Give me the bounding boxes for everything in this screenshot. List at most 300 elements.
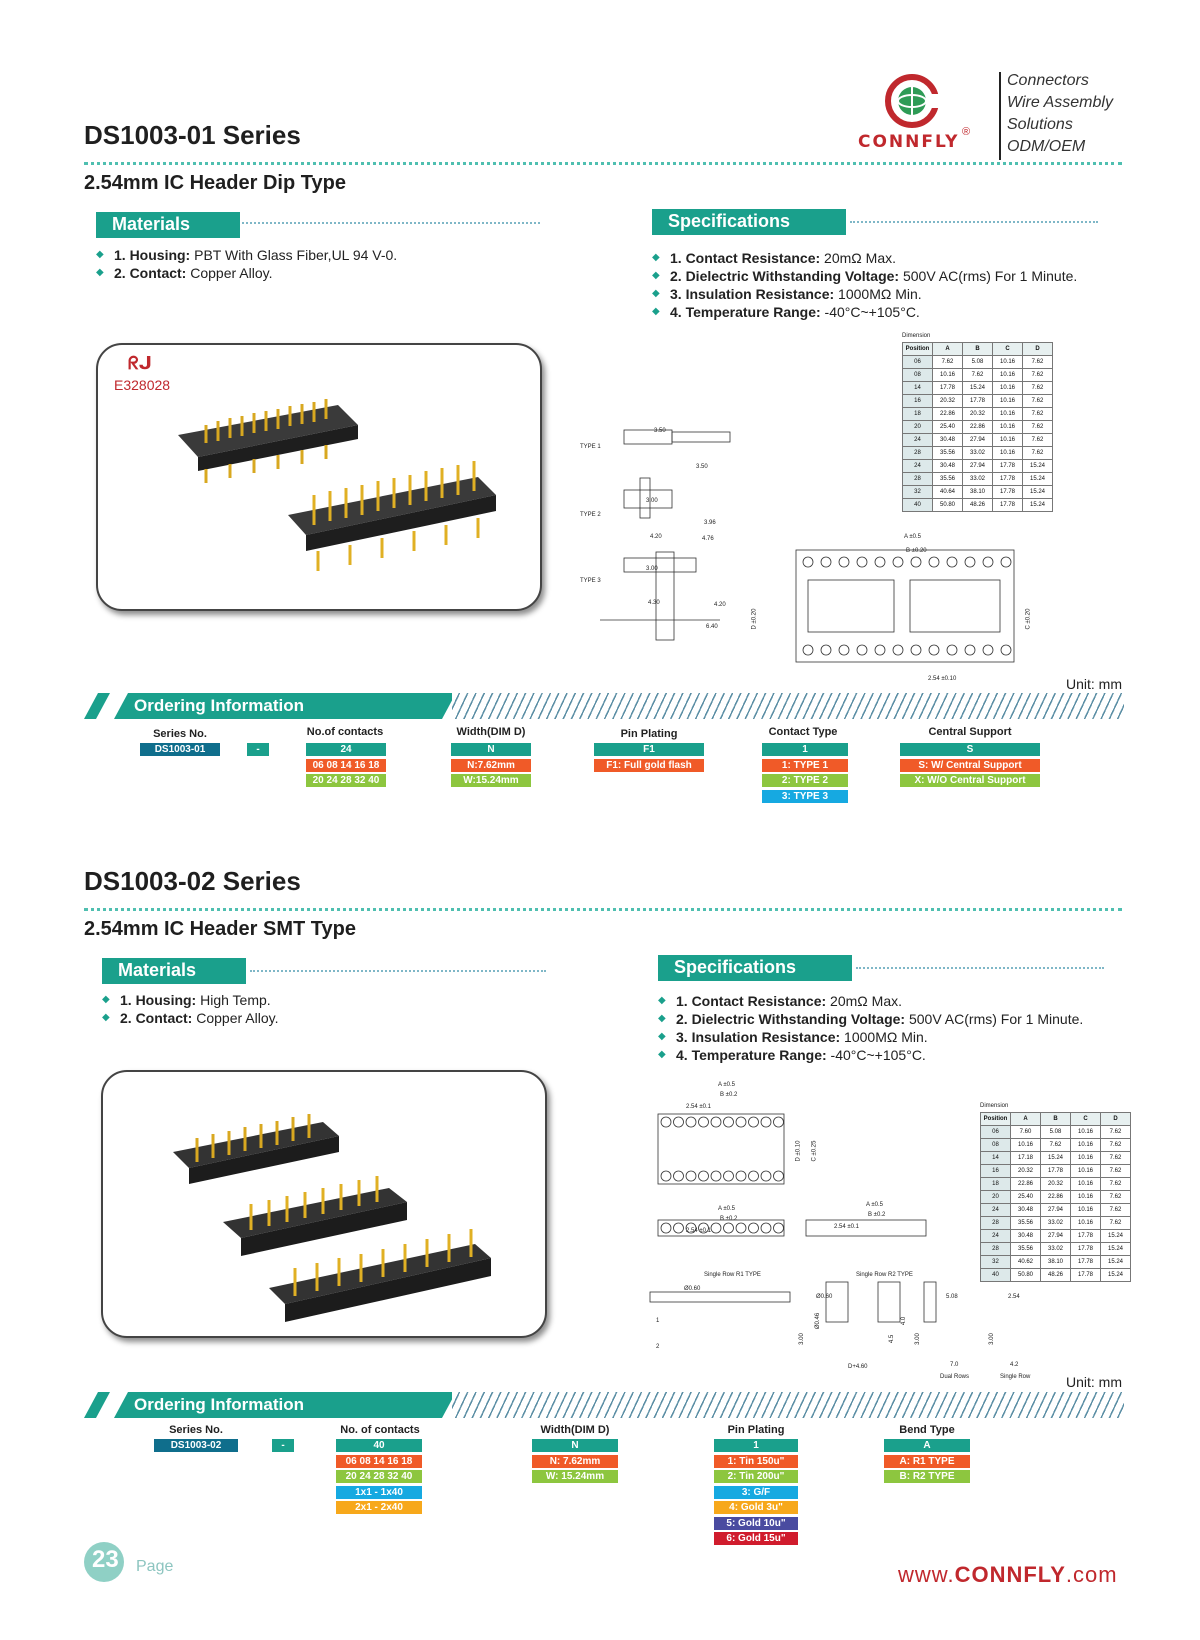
bend-type-value: A (884, 1439, 970, 1452)
table-cell: 35.56 (933, 447, 963, 460)
table-cell: 10.16 (993, 408, 1023, 421)
contact-type-option: 3: TYPE 3 (762, 790, 848, 803)
dim-42: 4.2 (1010, 1362, 1019, 1368)
series-no-head: Series No. (169, 1424, 223, 1436)
pin-hole (911, 557, 921, 567)
dim-3-00b: 3.00 (646, 566, 658, 572)
table-cell: 50.80 (1011, 1269, 1041, 1282)
s2-subtitle: 2.54mm IC Header SMT Type (84, 918, 356, 940)
dim-a: A ±0.5 (904, 534, 921, 540)
pin-hole (965, 645, 975, 655)
table-header-cell: B (963, 343, 993, 356)
list-item (102, 1009, 278, 1027)
table-cell: 50.80 (933, 499, 963, 512)
list-item (658, 992, 1083, 1010)
table-cell: 28 (903, 473, 933, 486)
table-cell: 7.62 (1023, 408, 1053, 421)
table-row (903, 382, 1053, 395)
list-item (96, 246, 397, 264)
plating-option: 5: Gold 10u" (714, 1517, 798, 1530)
spec-value: -40°C~+105°C. (820, 304, 920, 320)
table-cell: 17.78 (1071, 1256, 1101, 1269)
table-cell: 17.78 (993, 499, 1023, 512)
s2-materials-dots (250, 970, 546, 972)
spec-value: 1000MΩ Min. (840, 1029, 928, 1045)
s2-series-title: DS1003-02 Series (84, 866, 301, 896)
dim-254c: 2.54 ±0.1 (834, 1224, 859, 1230)
table-cell: 17.78 (1071, 1269, 1101, 1282)
row-r2-label: Single Row R2 TYPE (856, 1272, 913, 1278)
table-cell: 24 (981, 1204, 1011, 1217)
pin-hole (857, 645, 867, 655)
ul-logo-icon: ᖇᒍ (128, 353, 153, 373)
table-cell: 22.86 (1041, 1191, 1071, 1204)
table-cell: 17.78 (1071, 1230, 1101, 1243)
s2-dimension-caption: Dimension (980, 1103, 1009, 1109)
width-head: Width(DIM D) (540, 1424, 610, 1436)
table-cell: 14 (903, 382, 933, 395)
pin-hole (983, 645, 993, 655)
table-cell: 15.24 (1023, 473, 1053, 486)
tagline-wire-assembly: Wire Assembly (1007, 94, 1113, 111)
dim-b1: B ±0.2 (720, 1092, 738, 1098)
plating-option: 4: Gold 3u" (714, 1501, 798, 1514)
central-support-value: S (900, 743, 1040, 756)
table-cell: 16 (903, 395, 933, 408)
width-value: N (451, 743, 531, 756)
s2-specs-header: Specifications (658, 955, 852, 981)
table-cell: 7.62 (933, 356, 963, 369)
contacts-option: 2x1 - 2x40 (336, 1501, 422, 1514)
table-cell: 7.62 (1101, 1152, 1131, 1165)
spec-value: 20mΩ Max. (826, 993, 902, 1009)
s1-type-drawings (580, 420, 780, 660)
table-cell: 27.94 (1041, 1230, 1071, 1243)
table-cell: 15.24 (1101, 1269, 1131, 1282)
pin-hole (839, 557, 849, 567)
table-row (903, 369, 1053, 382)
list-item (658, 1028, 1083, 1046)
plating-option: 2: Tin 200u" (714, 1470, 798, 1483)
table-cell: 30.48 (1011, 1230, 1041, 1243)
dim-70: 7.0 (950, 1362, 959, 1368)
width-option: N:7.62mm (451, 759, 531, 772)
table-cell: 30.48 (1011, 1204, 1041, 1217)
table-cell: 18 (903, 408, 933, 421)
dim-4-20a: 4.20 (650, 534, 662, 540)
dim-b2: B ±0.2 (720, 1216, 738, 1222)
central-support-head: Central Support (928, 726, 1012, 738)
dim-4-76: 4.76 (702, 536, 714, 542)
table-cell: 08 (981, 1139, 1011, 1152)
s1-dimension-caption: Dimension (902, 333, 931, 339)
s2-unit-label: Unit: mm (1066, 1374, 1122, 1390)
table-cell: 10.16 (993, 395, 1023, 408)
s2-title-dotline (84, 908, 1122, 911)
row-r1-label: Single Row R1 TYPE (704, 1272, 761, 1278)
table-cell: 15.24 (963, 382, 993, 395)
material-value: Copper Alloy. (186, 265, 273, 281)
plating-option: 1: Tin 150u" (714, 1455, 798, 1468)
width-value: N (532, 1439, 618, 1452)
pin-hole (699, 1117, 709, 1127)
table-cell: 15.24 (1023, 486, 1053, 499)
s1-title-dotline (84, 162, 1122, 165)
table-header-cell: D (1023, 343, 1053, 356)
table-row (903, 395, 1053, 408)
s1-specs-dots (850, 221, 1098, 223)
spec-key: 3. Insulation Resistance: (670, 286, 835, 302)
s1-specs-header: Specifications (652, 209, 846, 235)
table-row (981, 1230, 1131, 1243)
table-cell: 22.86 (933, 408, 963, 421)
pin-hole (686, 1117, 696, 1127)
table-cell: 38.10 (963, 486, 993, 499)
brand-logo (858, 70, 978, 158)
pin-hole (929, 557, 939, 567)
pin-hole (947, 645, 957, 655)
pin-hole (761, 1223, 771, 1233)
spec-key: 2. Dielectric Withstanding Voltage: (670, 268, 900, 284)
pin-hole (736, 1223, 746, 1233)
table-cell: 10.16 (933, 369, 963, 382)
table-cell: 25.40 (1011, 1191, 1041, 1204)
table-cell: 40 (981, 1269, 1011, 1282)
table-cell: 17.78 (993, 486, 1023, 499)
table-cell: 17.78 (993, 460, 1023, 473)
plating-head: Pin Plating (620, 728, 678, 740)
connfly-globe-icon (858, 70, 978, 132)
table-cell: 24 (903, 434, 933, 447)
table-cell: 7.62 (1023, 447, 1053, 460)
table-cell: 06 (981, 1126, 1011, 1139)
table-cell: 15.24 (1101, 1230, 1131, 1243)
s1-product-photo (96, 343, 542, 611)
pin-hole (674, 1117, 684, 1127)
table-row (903, 447, 1053, 460)
table-cell: 7.62 (1101, 1139, 1131, 1152)
website-prefix: www. (898, 1562, 955, 1587)
width-option: W:15.24mm (451, 774, 531, 787)
table-cell: 10.16 (1071, 1178, 1101, 1191)
table-cell: 10.16 (993, 369, 1023, 382)
dim-45: 4.5 (889, 1334, 896, 1344)
page-number: 23 (92, 1546, 119, 1573)
s2-materials-header: Materials (102, 958, 246, 984)
table-header-row (981, 1113, 1131, 1126)
s1-materials-header: Materials (96, 212, 240, 238)
table-cell: 24 (981, 1230, 1011, 1243)
brand-name: CONNFLY (858, 132, 960, 152)
table-header-cell: C (1071, 1113, 1101, 1126)
table-cell: 17.78 (993, 473, 1023, 486)
s1-ordering-bar (84, 693, 1124, 719)
pin-hole (821, 557, 831, 567)
table-cell: 7.62 (1023, 421, 1053, 434)
material-value: High Temp. (196, 992, 271, 1008)
table-header-cell: A (933, 343, 963, 356)
table-header-cell: C (993, 343, 1023, 356)
table-cell: 27.94 (963, 434, 993, 447)
dim-3-96: 3.96 (704, 520, 716, 526)
table-cell: 17.78 (1041, 1165, 1071, 1178)
dim-3-00a: 3.00 (646, 498, 658, 504)
table-cell: 7.62 (1023, 356, 1053, 369)
table-cell: 7.62 (1101, 1191, 1131, 1204)
dim-b: B ±0.20 (906, 548, 927, 554)
pin-hole (711, 1171, 721, 1181)
s1-top-view-drawing (790, 540, 1020, 670)
pin-hole (661, 1223, 671, 1233)
dim-b3: B ±0.2 (868, 1212, 886, 1218)
material-key: 1. Housing: (120, 992, 197, 1008)
s2-ordering-title: Ordering Information (134, 1395, 304, 1414)
table-cell: 17.78 (933, 382, 963, 395)
s2-product-photo (101, 1070, 547, 1338)
contacts-option: 1x1 - 1x40 (336, 1486, 422, 1499)
dim-6-40: 6.40 (706, 624, 718, 630)
pin-hole (857, 557, 867, 567)
table-cell: 33.02 (963, 447, 993, 460)
pin-hole (1001, 645, 1011, 655)
table-cell: 5.08 (1041, 1126, 1071, 1139)
width-option: W: 15.24mm (532, 1470, 618, 1483)
table-row (903, 460, 1053, 473)
dim-a3: A ±0.5 (866, 1202, 883, 1208)
table-row (981, 1165, 1131, 1178)
table-cell: 48.26 (963, 499, 993, 512)
s1-materials-list (96, 246, 397, 282)
dim-d: D ±0.20 (751, 608, 758, 630)
plating-option: F1: Full gold flash (594, 759, 704, 772)
table-cell: 10.16 (1071, 1139, 1101, 1152)
dim-4-30: 4.30 (648, 600, 660, 606)
contact-type-head: Contact Type (768, 726, 838, 738)
pin-hole (803, 645, 813, 655)
table-cell: 24 (903, 460, 933, 473)
pin-hole (674, 1171, 684, 1181)
s2-ordering-bar (84, 1392, 1124, 1418)
pin-hole (803, 557, 813, 567)
table-cell: 20.32 (963, 408, 993, 421)
dim-c: C ±0.20 (1025, 608, 1032, 630)
dim-300b: 3.00 (914, 1333, 921, 1345)
type3-label: TYPE 3 (580, 578, 601, 584)
table-cell: 17.18 (1011, 1152, 1041, 1165)
table-header-cell: B (1041, 1113, 1071, 1126)
table-cell: 10.16 (1071, 1217, 1101, 1230)
plating-option: 6: Gold 15u" (714, 1532, 798, 1545)
dim-508: 5.08 (946, 1294, 958, 1300)
table-cell: 28 (981, 1217, 1011, 1230)
table-cell: 10.16 (993, 382, 1023, 395)
s1-materials-dots (242, 222, 540, 224)
pin-hole (736, 1171, 746, 1181)
spec-key: 1. Contact Resistance: (676, 993, 827, 1009)
ordering-hatch (452, 1392, 1124, 1418)
s1-subtitle: 2.54mm IC Header Dip Type (84, 172, 346, 194)
dim-d460: D+4.60 (848, 1364, 868, 1370)
list-item (102, 991, 278, 1009)
pin-hole (911, 645, 921, 655)
pin-hole (711, 1223, 721, 1233)
table-cell: 20 (981, 1191, 1011, 1204)
s2-specs-list (658, 992, 1083, 1064)
table-cell: 10.16 (993, 447, 1023, 460)
list-item (658, 1010, 1083, 1028)
contacts-head: No.of contacts (306, 726, 384, 738)
pin-hole (711, 1117, 721, 1127)
table-cell: 7.60 (1011, 1126, 1041, 1139)
dim-d-s2: D ±0.10 (795, 1140, 802, 1162)
s1-ordering-title: Ordering Information (134, 696, 304, 715)
table-cell: 38.10 (1041, 1256, 1071, 1269)
pin-1-label: 1 (656, 1318, 660, 1324)
dim-a2: A ±0.5 (718, 1206, 735, 1212)
table-row (981, 1243, 1131, 1256)
dual-rows-label: Dual Rows (940, 1374, 970, 1380)
table-row (981, 1178, 1131, 1191)
ordering-hatch (452, 693, 1124, 719)
contact-type-value: 1 (762, 743, 848, 756)
dim-046: Ø0.46 (815, 1312, 822, 1330)
pin-hole (699, 1171, 709, 1181)
pin-hole (749, 1171, 759, 1181)
pin-hole (875, 557, 885, 567)
table-row (903, 499, 1053, 512)
table-row (903, 408, 1053, 421)
table-cell: 22.86 (963, 421, 993, 434)
width-option: N: 7.62mm (532, 1455, 618, 1468)
dim-3-50a: 3.50 (654, 428, 666, 434)
table-cell: 10.16 (993, 356, 1023, 369)
dim-254a: 2.54 ±0.1 (686, 1104, 711, 1110)
pin-hole (893, 557, 903, 567)
table-cell: 10.16 (993, 421, 1023, 434)
pin-hole (983, 557, 993, 567)
table-cell: 27.94 (1041, 1204, 1071, 1217)
table-cell: 27.94 (963, 460, 993, 473)
dim-254d: 2.54 (1008, 1294, 1020, 1300)
plating-value: F1 (594, 743, 704, 756)
table-cell: 7.62 (1101, 1178, 1131, 1191)
pin-hole (929, 645, 939, 655)
table-row (903, 434, 1053, 447)
contacts-option: 06 08 14 16 18 (306, 759, 386, 772)
spec-key: 2. Dielectric Withstanding Voltage: (676, 1011, 906, 1027)
table-header-row (903, 343, 1053, 356)
pin-hole (839, 645, 849, 655)
table-header-cell: D (1101, 1113, 1131, 1126)
list-item (658, 1046, 1083, 1064)
pin-hole (674, 1223, 684, 1233)
table-cell: 28 (981, 1243, 1011, 1256)
table-row (903, 473, 1053, 486)
table-row (903, 356, 1053, 369)
spec-key: 3. Insulation Resistance: (676, 1029, 841, 1045)
table-cell: 10.16 (1071, 1191, 1101, 1204)
pin-hole (774, 1117, 784, 1127)
dim-060b: Ø0.60 (816, 1294, 833, 1300)
width-head: Width(DIM D) (456, 726, 526, 738)
page-word: Page (136, 1558, 174, 1575)
table-row (981, 1152, 1131, 1165)
website-suffix: .com (1065, 1562, 1118, 1587)
table-cell: 32 (903, 486, 933, 499)
plating-value: 1 (714, 1439, 798, 1452)
table-cell: 20 (903, 421, 933, 434)
website (898, 1562, 1118, 1588)
dim-300a: 3.00 (798, 1333, 805, 1345)
material-value: PBT With Glass Fiber,UL 94 V-0. (190, 247, 398, 263)
table-cell: 48.26 (1041, 1269, 1071, 1282)
table-cell: 7.62 (1041, 1139, 1071, 1152)
dash-chip: - (247, 743, 269, 756)
spec-value: -40°C~+105°C. (826, 1047, 926, 1063)
table-cell: 10.16 (1071, 1204, 1101, 1217)
bend-type-option: A: R1 TYPE (884, 1455, 970, 1468)
dim-c-s2: C ±0.25 (811, 1140, 818, 1162)
list-item (652, 303, 1077, 321)
table-row (903, 486, 1053, 499)
s2-specs-dots (856, 967, 1104, 969)
table-row (981, 1204, 1131, 1217)
table-cell: 15.24 (1041, 1152, 1071, 1165)
material-key: 2. Contact: (114, 265, 187, 281)
table-cell: 06 (903, 356, 933, 369)
pin-hole (821, 645, 831, 655)
dim-254b: 2.54 ±0.1 (686, 1228, 711, 1234)
table-cell: 33.02 (963, 473, 993, 486)
table-cell: 16 (981, 1165, 1011, 1178)
table-row (981, 1191, 1131, 1204)
type2-label: TYPE 2 (580, 512, 601, 518)
pin-hole (661, 1171, 671, 1181)
table-cell: 35.56 (1011, 1217, 1041, 1230)
pin-hole (761, 1117, 771, 1127)
type1-label: TYPE 1 (580, 444, 601, 450)
table-cell: 7.62 (963, 369, 993, 382)
registered-mark: ® (962, 126, 971, 138)
table-cell: 20.32 (933, 395, 963, 408)
smt-socket-image (153, 1092, 533, 1332)
dim-3-50b: 3.50 (696, 464, 708, 470)
table-cell: 15.24 (1101, 1256, 1131, 1269)
table-cell: 15.24 (1023, 460, 1053, 473)
dim-2-54: 2.54 ±0.10 (928, 676, 957, 682)
material-key: 2. Contact: (120, 1010, 193, 1026)
dim-4-20b: 4.20 (714, 602, 726, 608)
table-header-cell: Position (903, 343, 933, 356)
spec-value: 500V AC(rms) For 1 Minute. (899, 268, 1078, 284)
dim-40: 4.0 (901, 1316, 908, 1326)
contacts-head: No. of contacts (340, 1424, 420, 1436)
tagline-odm-oem: ODM/OEM (1007, 138, 1086, 155)
spec-key: 4. Temperature Range: (676, 1047, 827, 1063)
table-cell: 30.48 (933, 434, 963, 447)
material-value: Copper Alloy. (192, 1010, 279, 1026)
contacts-option: 20 24 28 32 40 (336, 1470, 422, 1483)
table-cell: 10.16 (1071, 1152, 1101, 1165)
spec-key: 1. Contact Resistance: (670, 250, 821, 266)
s2-drawings (640, 1082, 940, 1352)
contact-type-option: 2: TYPE 2 (762, 774, 848, 787)
table-cell: 40.62 (1011, 1256, 1041, 1269)
pin-hole (724, 1223, 734, 1233)
table-row (981, 1126, 1131, 1139)
plating-option: 3: G/F (714, 1486, 798, 1499)
s1-dimension-table (902, 342, 1053, 512)
